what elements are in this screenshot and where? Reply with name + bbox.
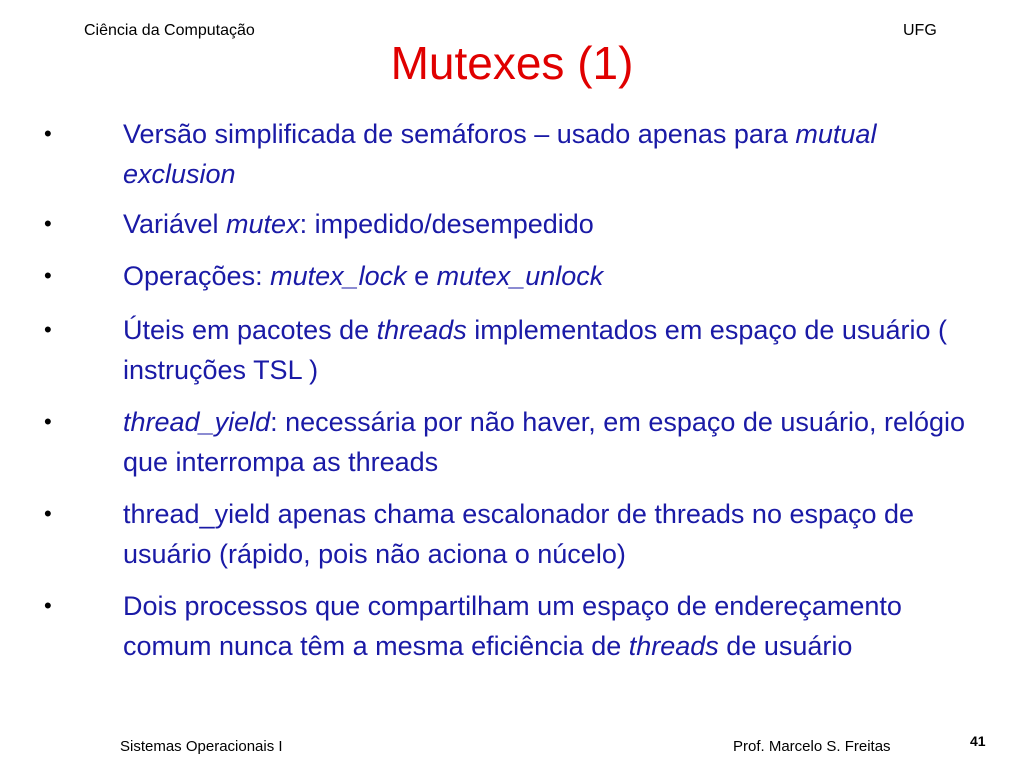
bullet-marker: • [44, 317, 52, 342]
page-number: 41 [970, 733, 986, 749]
bullet-marker: • [44, 409, 52, 434]
bullet-marker: • [44, 263, 52, 288]
bullet-text: Úteis em pacotes de threads implementados em espaço de usuário ( instruções TSL ) [123, 315, 947, 385]
bullet-marker: • [44, 593, 52, 618]
bullet-text: Operações: mutex_lock e mutex_unlock [123, 261, 604, 291]
header-institution: UFG [903, 22, 937, 39]
bullet-marker: • [44, 211, 52, 236]
footer-course: Sistemas Operacionais I [120, 738, 283, 755]
header-course: Ciência da Computação [84, 22, 255, 39]
bullet-marker: • [44, 121, 52, 146]
bullet-text: Variável mutex: impedido/desempedido [123, 209, 594, 239]
bullet-text: thread_yield apenas chama escalonador de threads no espaço de usuário (rápido, pois não aciona o núcelo) [123, 499, 915, 569]
bullet-text: thread_yield: necessária por não haver, em espaço de usuário, relógio que interrompa as threads [123, 407, 966, 477]
bullet-text: Versão simplificada de semáforos – usado apenas para mutual exclusion [123, 119, 877, 189]
footer-author: Prof. Marcelo S. Freitas [733, 738, 891, 755]
bullet-text: Dois processos que compartilham um espaço de endereçamento comum nunca têm a mesma eficiência de threads de usuário [123, 591, 902, 661]
slide-title: Mutexes (1) [390, 37, 634, 89]
bullet-marker: • [44, 501, 52, 526]
